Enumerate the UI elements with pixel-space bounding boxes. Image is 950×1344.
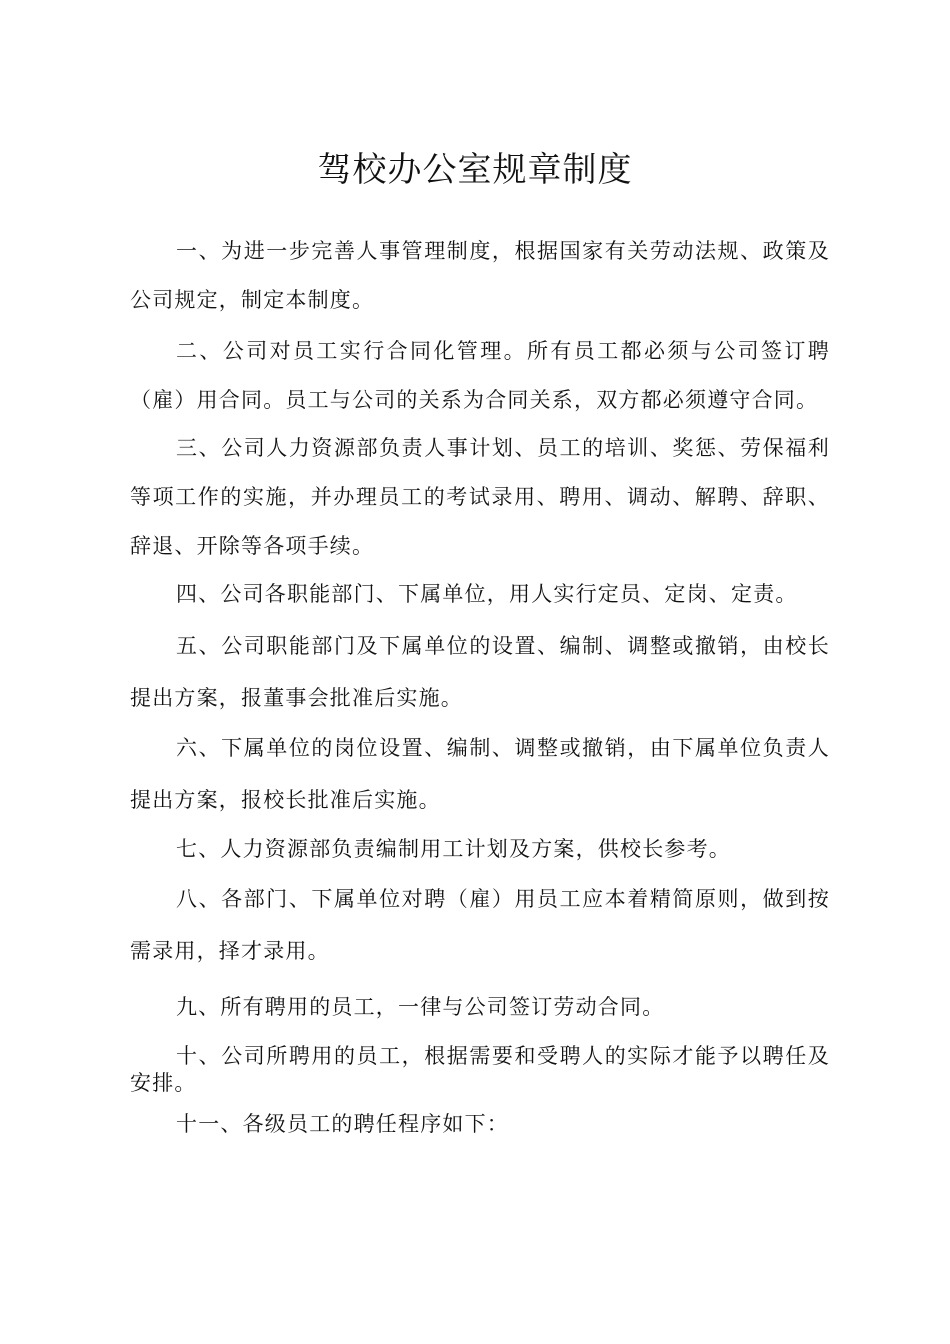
paragraph-1: 一、为进一步完善人事管理制度，根据国家有关劳动法规、政策及公司规定，制定本制度。 — [130, 239, 830, 312]
paragraph-11: 十一、各级员工的聘任程序如下： — [176, 1112, 509, 1136]
paragraph-7: 七、人力资源部负责编制用工计划及方案，供校长参考。 — [176, 837, 731, 861]
paragraph-10: 十、公司所聘用的员工，根据需要和受聘人的实际才能予以聘任及安排。 — [130, 1044, 830, 1095]
paragraph-2: 二、公司对员工实行合同化管理。所有员工都必须与公司签订聘（雇）用合同。员工与公司的关系为合同关系，双方都必须遵守合同。 — [130, 339, 830, 412]
paragraph-3: 三、公司人力资源部负责人事计划、员工的培训、奖惩、劳保福利等项工作的实施，并办理员工的考试录用、聘用、调动、解聘、辞职、辞退、开除等各项手续。 — [130, 436, 830, 558]
paragraph-9: 九、所有聘用的员工，一律与公司签订劳动合同。 — [176, 995, 665, 1019]
paragraph-8: 八、各部门、下属单位对聘（雇）用员工应本着精简原则，做到按需录用，择才录用。 — [130, 887, 830, 963]
paragraph-4: 四、公司各职能部门、下属单位，用人实行定员、定岗、定责。 — [176, 582, 798, 606]
document-title: 驾校办公室规章制度 — [317, 149, 633, 190]
paragraph-5: 五、公司职能部门及下属单位的设置、编制、调整或撤销，由校长提出方案，报董事会批准后实施。 — [130, 634, 830, 710]
paragraph-6: 六、下属单位的岗位设置、编制、调整或撤销，由下属单位负责人提出方案，报校长批准后实施。 — [130, 736, 830, 812]
